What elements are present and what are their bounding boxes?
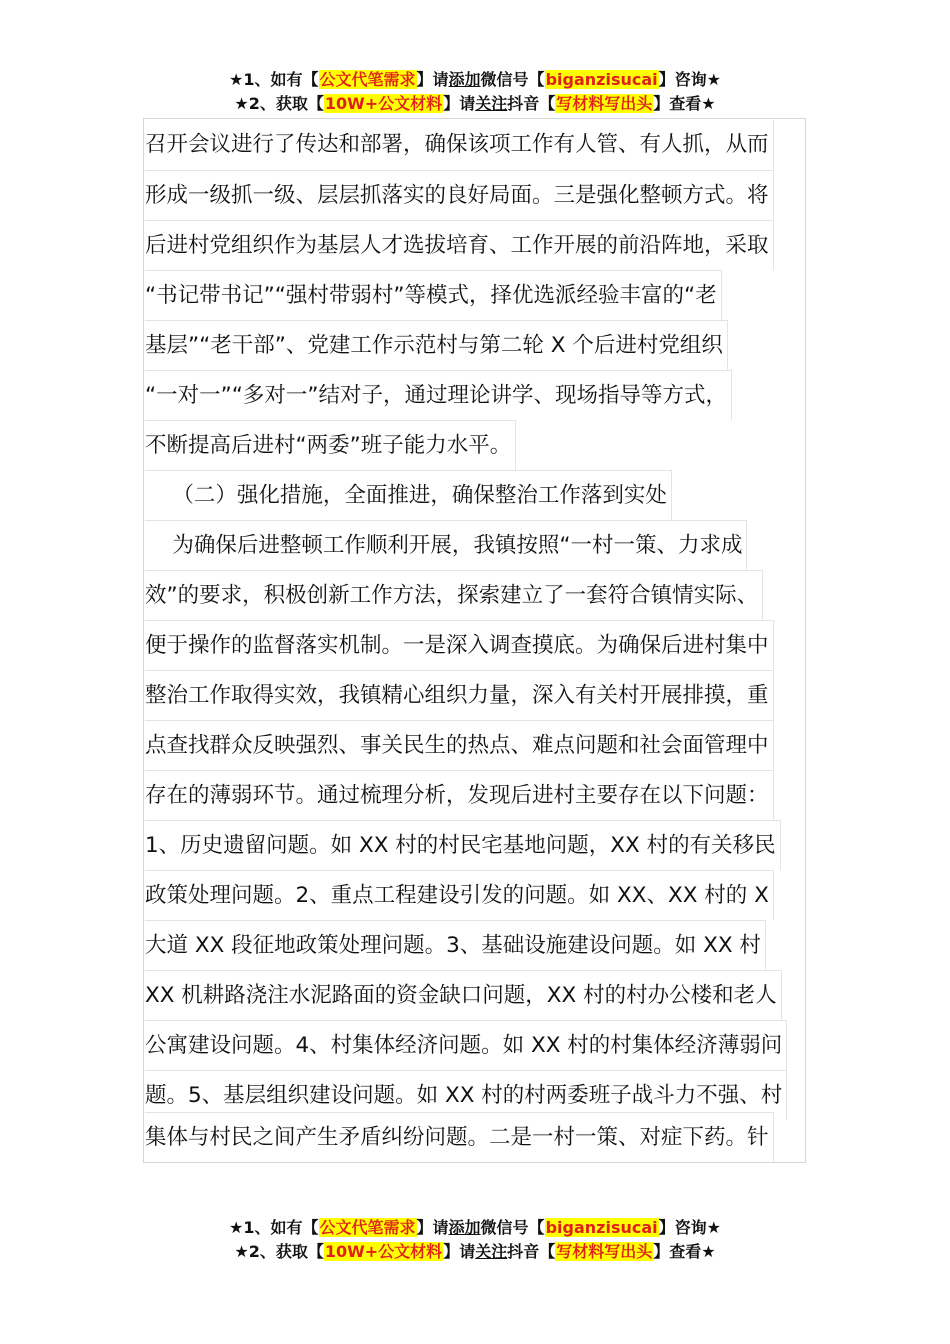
- banner-line-1: [0, 1216, 950, 1240]
- banner-text: ★1、如有【: [229, 70, 319, 89]
- header-banner: [0, 68, 950, 116]
- banner-text: 抖音【: [507, 1242, 556, 1261]
- text-line: 大道 XX 段征地政策处理问题。3、基础设施建设问题。如 XX 村: [145, 920, 766, 970]
- banner-text: 】查看★: [653, 1242, 716, 1261]
- banner-text: 微信号【: [480, 1218, 545, 1237]
- banner-highlight: 10W+公文材料: [324, 94, 443, 113]
- text-line: 政策处理问题。2、重点工程建设引发的问题。如 XX、XX 村的 X: [145, 870, 774, 920]
- text-line: 后进村党组织作为基层人才选拔培育、工作开展的前沿阵地，采取: [145, 220, 774, 270]
- banner-line-2: [0, 1240, 950, 1264]
- banner-highlight: 写材料写出头: [556, 94, 653, 113]
- text-line: “一对一”“多对一”结对子，通过理论讲学、现场指导等方式，: [145, 370, 732, 420]
- banner-text: 】请: [416, 70, 449, 89]
- banner-text: 】请: [443, 94, 476, 113]
- banner-text: 】请: [443, 1242, 476, 1261]
- text-line: 形成一级抓一级、层层抓落实的良好局面。三是强化整顿方式。将: [145, 170, 774, 220]
- banner-text: 】咨询★: [658, 70, 721, 89]
- banner-text: 】查看★: [653, 94, 716, 113]
- text-line: 1、历史遗留问题。如 XX 村的村民宅基地问题，XX 村的有关移民: [145, 820, 781, 870]
- banner-highlight: biganzisucai: [545, 70, 658, 89]
- banner-underlined: 添加: [448, 70, 481, 89]
- banner-underlined: 关注: [475, 1242, 508, 1261]
- text-line: 集体与村民之间产生矛盾纠纷问题。二是一村一策、对症下药。针: [145, 1112, 774, 1162]
- text-line: 公寓建设问题。4、村集体经济问题。如 XX 村的村集体经济薄弱问: [145, 1020, 787, 1070]
- banner-text: 抖音【: [507, 94, 556, 113]
- banner-highlight: 公文代笔需求: [319, 1218, 416, 1237]
- banner-underlined: 添加: [448, 1218, 481, 1237]
- banner-text: ★1、如有【: [229, 1218, 319, 1237]
- banner-text: 】咨询★: [658, 1218, 721, 1237]
- text-line: “书记带书记”“强村带弱村”等模式，择优选派经验丰富的“老: [145, 270, 722, 320]
- banner-text: 微信号【: [480, 70, 545, 89]
- banner-line-2: [0, 92, 950, 116]
- footer-banner: [0, 1216, 950, 1264]
- section-heading: （二）强化措施，全面推进，确保整治工作落到实处: [145, 470, 672, 520]
- text-line: 不断提高后进村“两委”班子能力水平。: [145, 420, 516, 470]
- text-line: 为确保后进整顿工作顺利开展，我镇按照“一村一策、力求成: [145, 520, 747, 570]
- text-line: 便于操作的监督落实机制。一是深入调查摸底。为确保后进村集中: [145, 620, 774, 670]
- banner-text: 】请: [416, 1218, 449, 1237]
- text-line: 基层”“老干部”、党建工作示范村与第二轮 X 个后进村党组织: [145, 320, 728, 370]
- text-line: 效”的要求，积极创新工作方法，探索建立了一套符合镇情实际、: [145, 570, 763, 620]
- banner-underlined: 关注: [475, 94, 508, 113]
- banner-highlight: 公文代笔需求: [319, 70, 416, 89]
- banner-text: ★2、获取【: [234, 94, 324, 113]
- banner-highlight: biganzisucai: [545, 1218, 658, 1237]
- banner-highlight: 写材料写出头: [556, 1242, 653, 1261]
- text-line: 整治工作取得实效，我镇精心组织力量，深入有关村开展排摸，重: [145, 670, 774, 720]
- banner-text: ★2、获取【: [234, 1242, 324, 1261]
- text-line: 点查找群众反映强烈、事关民生的热点、难点问题和社会面管理中: [145, 720, 774, 770]
- text-line: XX 机耕路浇注水泥路面的资金缺口问题，XX 村的村办公楼和老人: [145, 970, 782, 1020]
- banner-line-1: [0, 68, 950, 92]
- text-line: 题。5、基层组织建设问题。如 XX 村的村两委班子战斗力不强、村: [145, 1070, 787, 1120]
- banner-highlight: 10W+公文材料: [324, 1242, 443, 1261]
- text-line: 召开会议进行了传达和部署，确保该项工作有人管、有人抓，从而: [145, 120, 774, 170]
- text-line: 存在的薄弱环节。通过梳理分析，发现后进村主要存在以下问题：: [145, 770, 774, 820]
